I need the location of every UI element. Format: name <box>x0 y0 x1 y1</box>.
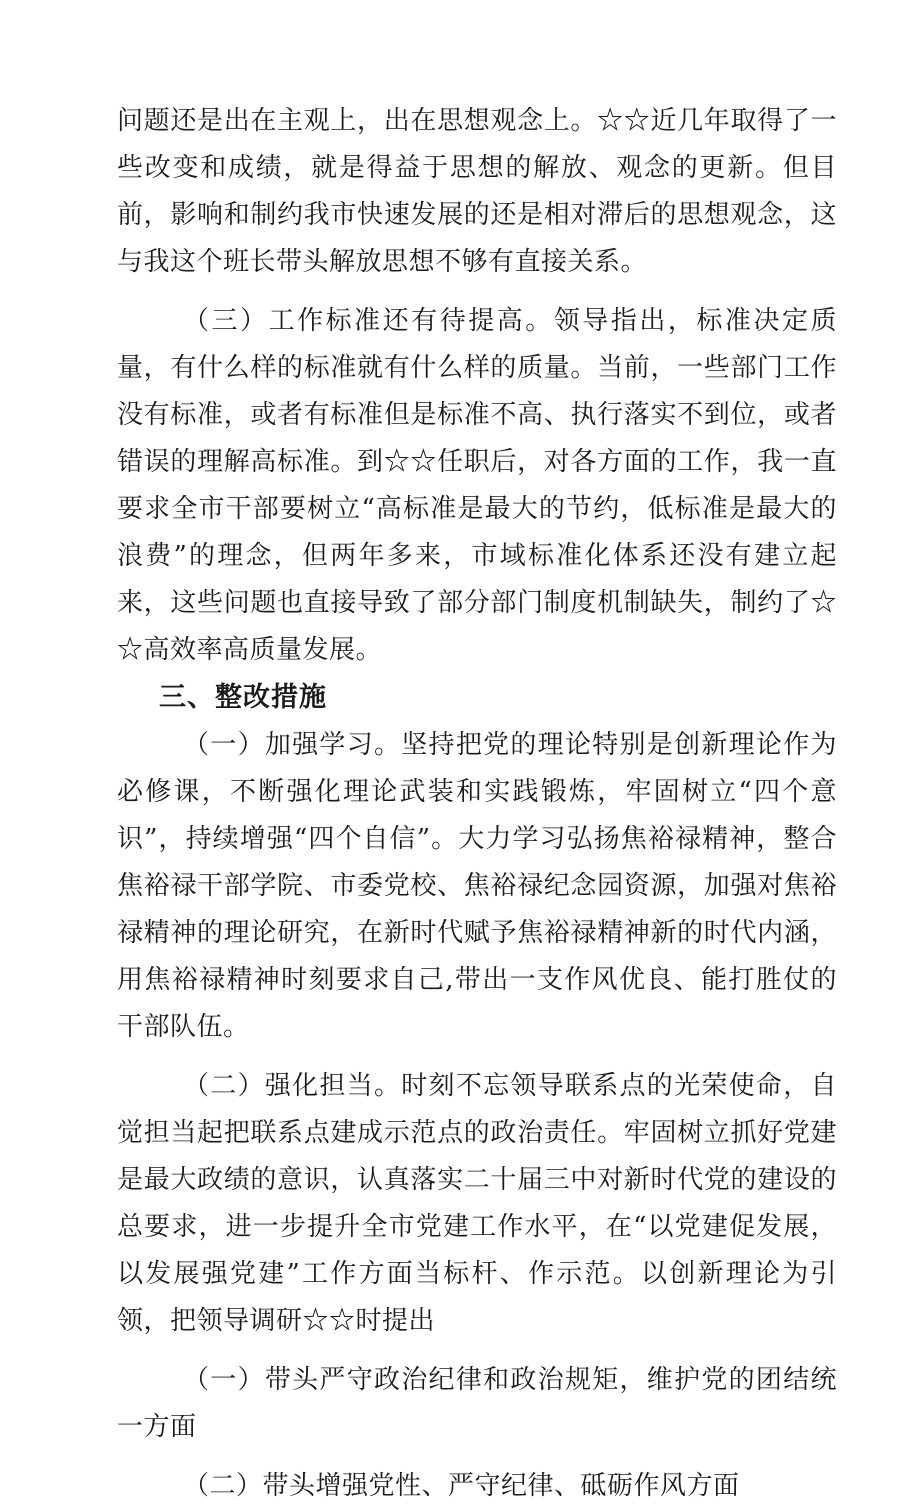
item-political-discipline: （一）带头严守政治纪律和政治规矩，维护党的团结统一方面 <box>117 1365 837 1442</box>
document-page <box>117 98 837 1510</box>
section-heading-rectification: 三、整改措施 <box>159 682 327 713</box>
paragraph-strengthen-study: （一）加强学习。坚持把党的理论特别是创新理论作为必修课，不断强化理论武装和实践锻炼，牢固树立“四个意识”，持续增强“四个自信”。大力学习弘扬焦裕禄精神，整合焦裕禄干部学院、市委党校、焦裕禄纪念园资源，加强对焦裕禄精神的理论研究，在新时代赋予焦裕禄精神新的时代内涵，用焦裕禄精神时刻要求自己,带出一支作风优良、能打胜仗的干部队伍。 <box>117 730 837 1042</box>
paragraph-strengthen-responsibility: （二）强化担当。时刻不忘领导联系点的光荣使命，自觉担当起把联系点建成示范点的政治责任。牢固树立抓好党建是最大政绩的意识，认真落实二十届三中对新时代党的建设的总要求，进一步提升全市党建工作水平，在“以党建促发展，以发展强党建”工作方面当标杆、作示范。以创新理论为引领，把领导调研☆☆时提出 <box>117 1071 837 1336</box>
item-party-spirit: （二）带头增强党性、严守纪律、砥砺作风方面 <box>183 1471 740 1501</box>
paragraph-work-standard: （三）工作标准还有待提高。领导指出，标准决定质量，有什么样的标准就有什么样的质量。当前，一些部门工作没有标准，或者有标准但是标准不高、执行落实不到位，或者错误的理解高标准。到☆☆任职后，对各方面的工作，我一直要求全市干部要树立“高标准是最大的节约，低标准是最大的浪费”的理念，但两年多来，市域标准化体系还没有建立起来，这些问题也直接导致了部分部门制度机制缺失，制约了☆☆高效率高质量发展。 <box>117 306 837 665</box>
paragraph-thought-concept: 问题还是出在主观上，出在思想观念上。☆☆近几年取得了一些改变和成绩，就是得益于思想的解放、观念的更新。但目前，影响和制约我市快速发展的还是相对滞后的思想观念，这与我这个班长带头解放思想不够有直接关系。 <box>117 106 837 277</box>
